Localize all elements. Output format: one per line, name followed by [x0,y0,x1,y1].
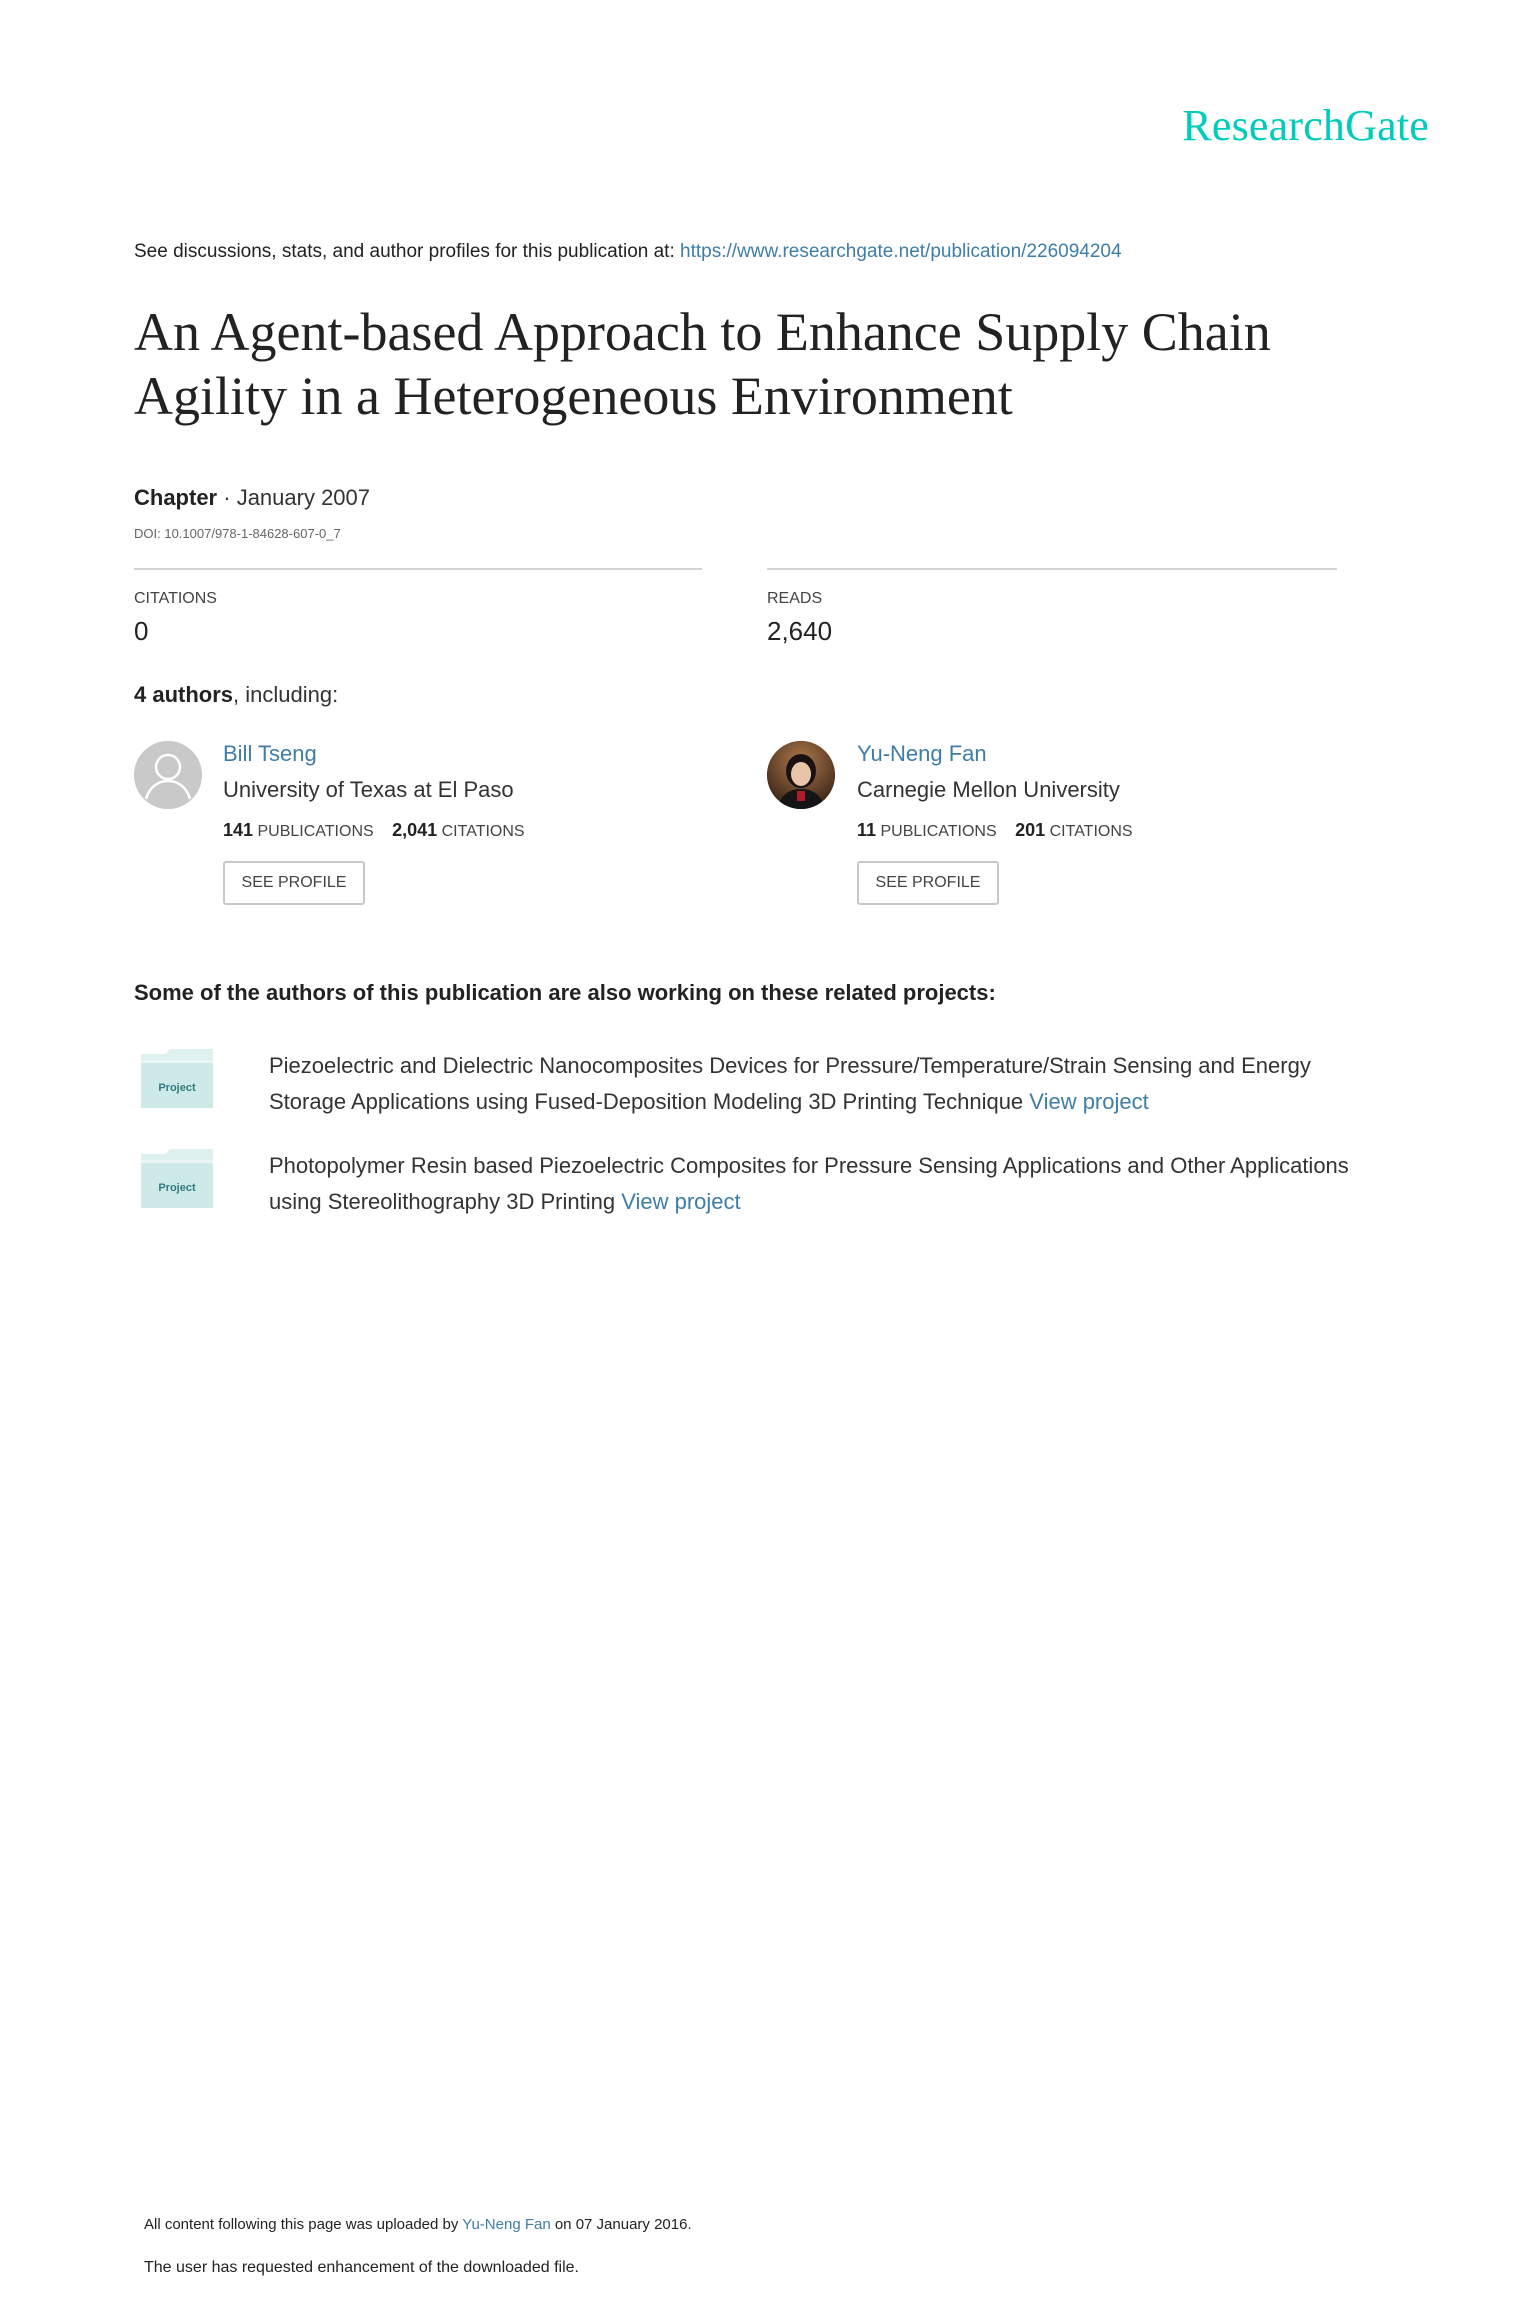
upload-note [144,2216,692,2233]
publications-count: 141 [223,820,254,840]
citations-label: CITATIONS [1049,823,1133,840]
upload-prefix: All content following this page was uploaded by [144,2216,459,2233]
reads-value: 2,640 [767,616,833,646]
citations-count: 2,041 [392,820,438,840]
publications-label: PUBLICATIONS [257,823,374,840]
project-icon-label: Project [158,1182,196,1194]
view-project-link[interactable]: View project [1029,1089,1149,1114]
authors-count: 4 authors [134,682,234,707]
publication-type: Chapter [134,485,218,510]
meta-separator: · [217,485,237,510]
person-silhouette-icon [134,741,202,809]
citations-count: 201 [1015,820,1046,840]
authors-heading-rest: , including: [233,682,339,707]
publication-title: An Agent-based Approach to Enhance Supply Chain Agility in a Heterogeneous Environment [134,302,1271,426]
project-folder-icon[interactable] [139,1148,215,1210]
discussion-line [134,241,1122,263]
author-stats [857,820,1133,841]
citations-label: CITATIONS [134,590,217,607]
project-description: Photopolymer Resin based Piezoelectric Composites for Pressure Sensing Applications and Other Applications using Stereolithography 3D Printing [269,1153,1349,1214]
author-institution: Carnegie Mellon University [857,777,1120,802]
researchgate-logo[interactable]: ResearchGate [1182,101,1429,150]
view-project-link[interactable]: View project [621,1189,741,1214]
author-institution: University of Texas at El Paso [223,777,514,802]
project-icon-label: Project [158,1082,196,1094]
citations-divider [134,568,702,570]
project-description: Piezoelectric and Dielectric Nanocomposites Devices for Pressure/Temperature/Strain Sensing and Energy Storage Applications using Fused-Deposition Modeling 3D Printing Technique [269,1053,1311,1114]
photo-avatar[interactable] [767,741,835,809]
project-item [269,1148,1369,1220]
author-name-link[interactable]: Bill Tseng [223,741,317,766]
folder-icon [139,1148,215,1210]
discussion-text: See discussions, stats, and author profiles for this publication at: [134,241,675,262]
author-name-link[interactable]: Yu-Neng Fan [857,741,987,766]
default-avatar-icon[interactable] [134,741,202,809]
citations-label: CITATIONS [441,823,525,840]
enhancement-note: The user has requested enhancement of the downloaded file. [144,2259,579,2276]
project-item [269,1048,1369,1120]
publications-count: 11 [857,820,877,840]
publication-meta [134,485,370,511]
uploader-link[interactable]: Yu-Neng Fan [462,2216,551,2233]
citations-value: 0 [134,616,149,646]
authors-heading [134,682,338,708]
publication-doi: DOI: 10.1007/978-1-84628-607-0_7 [134,526,341,541]
folder-icon [139,1048,215,1110]
publication-date: January 2007 [236,485,371,510]
author-stats [223,820,525,841]
publication-url-link[interactable]: https://www.researchgate.net/publication/226094204 [680,241,1122,262]
upload-suffix: on 07 January 2016. [554,2216,692,2233]
publications-label: PUBLICATIONS [880,823,997,840]
see-profile-button[interactable]: SEE PROFILE [223,861,365,905]
related-projects-heading: Some of the authors of this publication are also working on these related projects: [134,980,996,1005]
reads-divider [767,568,1337,570]
see-profile-button[interactable]: SEE PROFILE [857,861,999,905]
reads-label: READS [767,590,823,607]
project-folder-icon[interactable] [139,1048,215,1110]
author-photo-icon [767,741,835,809]
